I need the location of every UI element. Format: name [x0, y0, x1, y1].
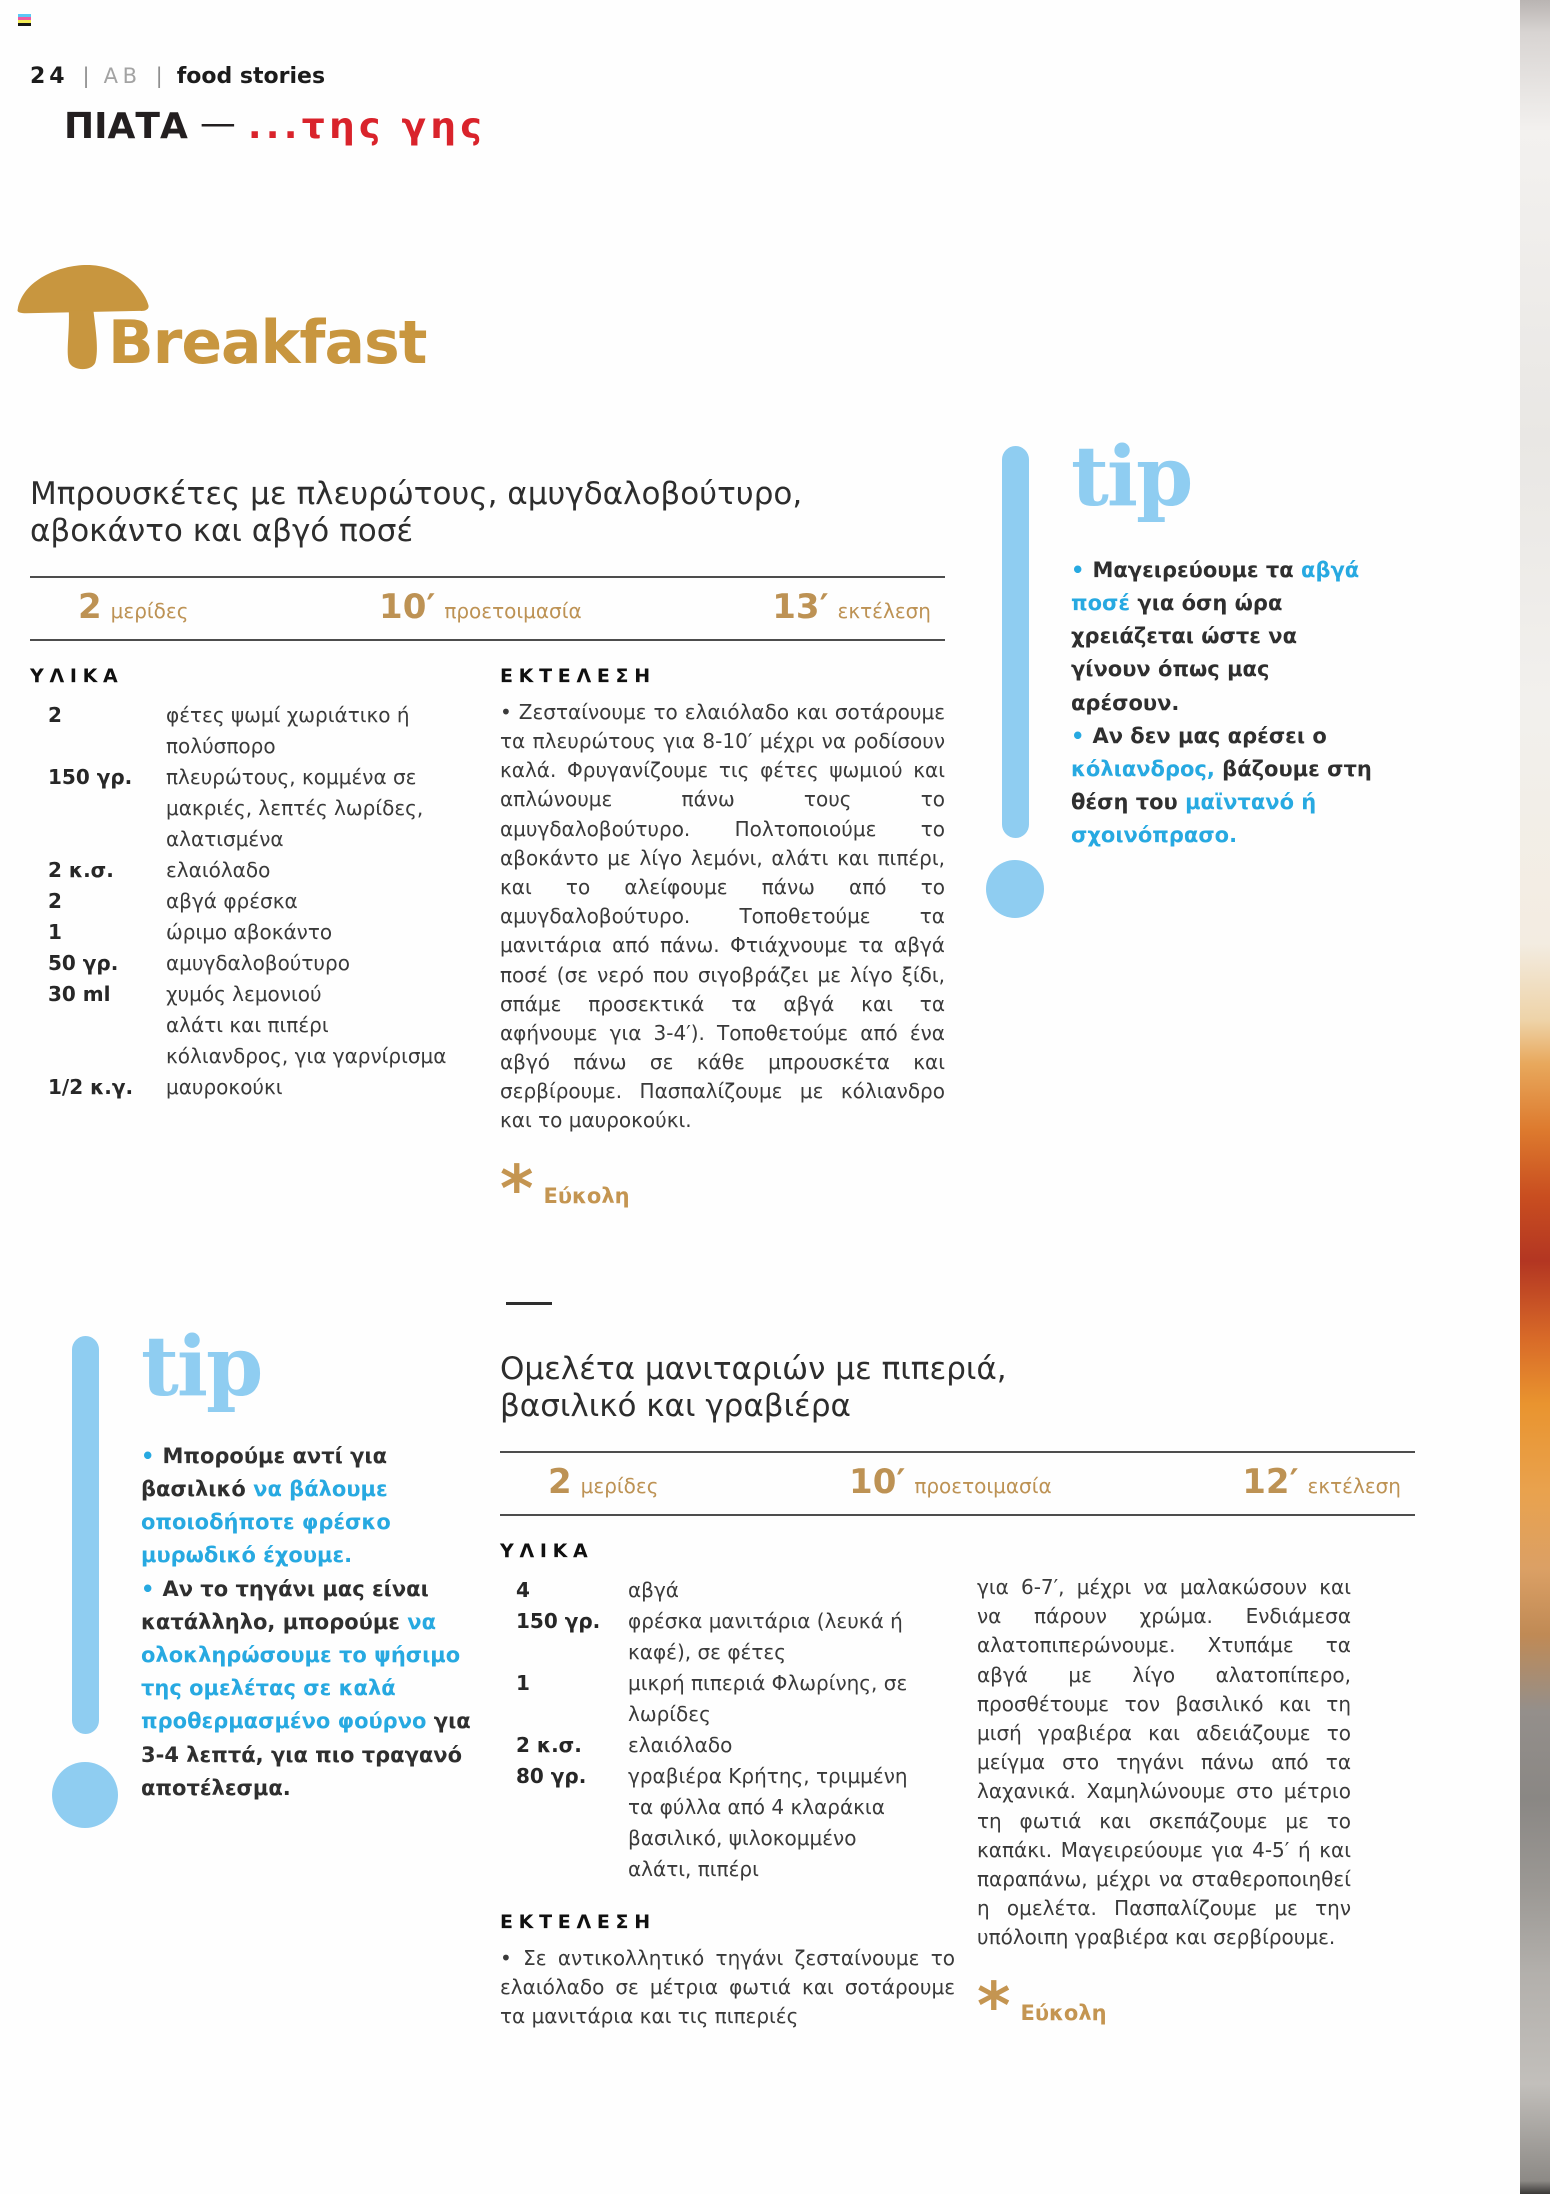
ingredient-quantity [48, 1041, 166, 1072]
ingredient-quantity: 50 γρ. [48, 950, 119, 975]
exclamation-dot [986, 860, 1044, 918]
category-dash: — [199, 103, 236, 144]
ingredient-quantity: 150 γρ. [48, 764, 133, 789]
tip-box-poached-eggs [985, 429, 1440, 918]
ingredient-quantity: 1/2 κ.γ. [48, 1074, 134, 1099]
ingredient-row [30, 886, 470, 917]
ingredient-name: αβγά φρέσκα [166, 888, 298, 913]
ingredient-row [500, 1792, 955, 1854]
ingredient-row [30, 1010, 470, 1041]
meta-item [548, 1462, 658, 1502]
ingredient-quantity: 2 [48, 702, 62, 727]
method-text: • Ζεσταίνουμε το ελαιόλαδο και σοτάρουμε τα πλευρώτους για 8-10′ μέχρι να ροδίσουν καλά. Φρυγανίζουμε τις φέτες ψωμιού και απλώνουμε πάνω τους το αμυγδαλοβούτυρο. Πολτοποιούμε το αβοκάντο με λίγο λεμόνι, αλάτι και πιπέρι, και το αλείφουμε πάνω από το αμυγδαλοβούτυρο. Τοποθετούμε τα μανιτάρια από πάνω. Φτιάχνουμε τα αβγά ποσέ (σε νερό που σιγοβράζει με λίγο ξίδι, σπάμε προσεκτικά τα αβγά και τα αφήνουμε για 3-4′). Τοποθετούμε από ένα αβγό πάνω σε κάθε μπρουσκέτα και σερβίρουμε. Πασπαλίζουμε με κόλιανδρο και το μαυροκούκι. [500, 699, 945, 1133]
meta-label: μερίδες [580, 1474, 659, 1499]
ingredient-quantity [516, 1854, 628, 1885]
ingredient-name: αμυγδαλοβούτυρο [166, 950, 350, 975]
page-number: 24 [30, 64, 69, 89]
tip-highlight: να βάλουμε οποιοδήποτε φρέσκο μυρωδικό έχουμε. [141, 1477, 391, 1568]
ingredient-name: αλάτι, πιπέρι [628, 1857, 759, 1882]
difficulty-label: Εύκολη [543, 1183, 630, 1208]
ingredient-row [500, 1854, 955, 1885]
tip-item [1071, 554, 1383, 720]
meta-value: 2 [548, 1462, 572, 1503]
ingredient-quantity: 2 [48, 888, 62, 913]
difficulty-badge [977, 1969, 1351, 2044]
method-column [500, 664, 945, 1227]
breakfast-logo [12, 256, 426, 380]
tip-title: tip [141, 1319, 262, 1415]
ingredient-row [500, 1606, 955, 1668]
ingredient-row [500, 1761, 955, 1792]
ingredient-name: τα φύλλα από 4 κλαράκια βασιλικό, ψιλοκομμένο [628, 1795, 885, 1851]
tip-highlight: να ολοκληρώσουμε το ψήσιμο της ομελέτας σε καλά προθερμασμένο φούρνο [141, 1609, 461, 1734]
ingredient-row [30, 917, 470, 948]
ingredient-row [30, 855, 470, 886]
recipe-title [500, 1351, 1415, 1425]
meta-label: εκτέλεση [837, 598, 931, 623]
ingredients-column [500, 1540, 955, 2052]
ingredient-row [30, 762, 470, 855]
recipe-columns [30, 664, 945, 1227]
ingredient-name: ώριμο αβοκάντο [166, 919, 333, 944]
category-heading [64, 103, 487, 147]
header-divider: | [155, 64, 163, 88]
facing-page-photo-bleed [1520, 0, 1550, 2194]
meta-value: 13′ [772, 586, 829, 627]
tip-plain-text: Μαγειρεύουμε τα [1092, 557, 1302, 582]
ingredient-name: φρέσκα μανιτάρια (λευκά ή καφέ), σε φέτες [628, 1609, 903, 1665]
meta-item [78, 587, 188, 627]
tip-content [1071, 429, 1383, 918]
exclamation-dot [52, 1762, 118, 1828]
ingredient-row [500, 1730, 955, 1761]
ingredient-name: αλάτι και πιπέρι [166, 1012, 329, 1037]
ingredient-row [30, 1072, 470, 1103]
print-registration-mark [18, 14, 31, 26]
page-header [30, 64, 325, 89]
recipe-meta-bar [30, 576, 945, 641]
ingredients-column [30, 665, 470, 1208]
meta-value: 10′ [849, 1462, 906, 1503]
ingredient-row [30, 948, 470, 979]
ingredient-quantity: 1 [516, 1671, 530, 1696]
meta-item [1242, 1462, 1401, 1502]
tip-plain-text: βάζουμε στη θέση του [1071, 756, 1372, 815]
ingredient-name: φέτες ψωμί χωριάτικο ή πολύσπορο [166, 702, 410, 758]
exclamation-mark-icon [55, 1336, 115, 1828]
ingredient-quantity: 1 [48, 919, 62, 944]
tip-content [141, 1319, 475, 1828]
tip-item [141, 1573, 475, 1805]
recipe-omelette [500, 1302, 1415, 2052]
tip-item [1071, 720, 1383, 853]
tip-title: tip [1071, 429, 1192, 525]
exclamation-bar [72, 1336, 99, 1734]
ingredient-quantity: 2 κ.σ. [48, 857, 114, 882]
tip-highlight: κόλιανδρος, [1071, 756, 1215, 781]
ingredient-quantity: 4 [516, 1578, 530, 1603]
breakfast-logo-text: Breakfast [108, 308, 427, 378]
ingredient-quantity: 30 ml [48, 981, 111, 1006]
ingredient-name: κόλιανδρος, για γαρνίρισμα [166, 1043, 447, 1068]
tip-box-omelette [55, 1319, 495, 1828]
method-column [977, 1540, 1351, 2052]
meta-item [849, 1462, 1052, 1502]
ingredients-list [30, 700, 470, 1103]
tip-plain-text: Μπορούμε αντί για βασιλικό [141, 1443, 388, 1502]
header-divider: | [82, 64, 90, 88]
recipe-meta-bar [500, 1451, 1415, 1516]
tip-highlight: μαϊντανό ή σχοινόπρασο. [1071, 790, 1317, 848]
recipe-title-line1: Ομελέτα μανιταριών με πιπεριά, [500, 1351, 1007, 1387]
tip-highlight: αβγά ποσέ [1071, 557, 1360, 616]
ingredient-row [30, 700, 470, 762]
meta-item [379, 587, 582, 627]
difficulty-label: Εύκολη [1020, 2000, 1107, 2025]
ingredients-heading: ΥΛΙΚΑ [30, 664, 124, 687]
method-heading: ΕΚΤΕΛΕΣΗ [500, 664, 656, 687]
meta-value: 2 [78, 586, 102, 627]
ingredient-row [500, 1668, 955, 1730]
category-subtitle: ...της γης [247, 106, 487, 147]
bullet-icon: • [141, 1576, 155, 1601]
tip-plain-text: για όση ώρα χρειάζεται ώστε να γίνουν όπως μας αρέσουν. [1071, 591, 1298, 715]
tip-plain-text: Αν δεν μας αρέσει ο [1092, 723, 1327, 748]
difficulty-badge [500, 1152, 945, 1227]
method-text-part2: για 6-7′, μέχρι να μαλακώσουν και να πάρουν χρώμα. Ενδιάμεσα αλατοπιπερώνουμε. Χτυπάμε τα αβγά με λίγο αλατοπίπερο, προσθέτουμε τον βασιλικό και τη μισή γραβιέρα και αδειάζουμε το μείγμα στο τηγάνι πάνω από τα λαχανικά. Χαμηλώνουμε στο μέτριο τη φωτιά και σκεπάζουμε με το καπάκι. Μαγειρεύουμε για 4-5′ ή και παραπάνω, μέχρι να σταθεροποιηθεί η ομελέτα. Πασπαλίζουμε με την υπόλοιπη γραβιέρα και σερβίρουμε. [977, 1575, 1351, 1950]
bullet-icon: • [1071, 723, 1085, 748]
tip-item-text [1071, 724, 1372, 848]
ingredient-name: ελαιόλαδο [628, 1733, 733, 1758]
ingredient-name: γραβιέρα Κρήτης, τριμμένη [628, 1764, 908, 1789]
meta-label: εκτέλεση [1307, 1474, 1401, 1499]
meta-value: 10′ [379, 586, 436, 627]
ingredient-quantity: 150 γρ. [516, 1609, 601, 1634]
ingredient-name: μαυροκούκι [166, 1074, 283, 1099]
method-text-part1: • Σε αντικολλητικό τηγάνι ζεσταίνουμε το ελαιόλαδο σε μέτρια φωτιά και σοτάρουμε τα μανιτάρια και τις πιπεριές [500, 1946, 955, 2029]
ingredient-name: αβγά [628, 1578, 679, 1603]
tip-items [141, 1440, 475, 1805]
tip-item-text [141, 1577, 471, 1800]
meta-label: προετοιμασία [444, 598, 582, 623]
recipe-title [30, 476, 945, 550]
tip-plain-text: για 3-4 λεπτά, για πιο τραγανό αποτέλεσμα. [141, 1709, 471, 1800]
ingredient-row [30, 1041, 470, 1072]
meta-label: μερίδες [110, 598, 189, 623]
ingredient-name: ελαιόλαδο [166, 857, 271, 882]
ingredient-row [30, 979, 470, 1010]
tip-plain-text: Αν το τηγάνι μας είναι κατάλληλο, μπορούμε [141, 1576, 429, 1634]
method-heading: ΕΚΤΕΛΕΣΗ [500, 1911, 656, 1934]
tip-items [1071, 554, 1383, 853]
ingredients-list [500, 1575, 955, 1885]
ingredient-quantity [48, 1010, 166, 1041]
ingredients-heading: ΥΛΙΚΑ [500, 1540, 594, 1563]
asterisk-icon: * [977, 1969, 1011, 2044]
exclamation-bar [1002, 446, 1029, 838]
exclamation-mark-icon [985, 446, 1045, 918]
asterisk-icon: * [500, 1152, 534, 1227]
tip-item-text [141, 1444, 391, 1568]
bullet-icon: • [1071, 557, 1085, 582]
section-label: food stories [176, 64, 326, 89]
meta-label: προετοιμασία [914, 1474, 1052, 1499]
bullet-icon: • [141, 1443, 155, 1468]
ingredient-quantity: 2 κ.σ. [516, 1733, 582, 1758]
ingredient-row [500, 1575, 955, 1606]
ingredient-name: μικρή πιπεριά Φλωρίνης, σε λωρίδες [628, 1671, 908, 1727]
ingredient-quantity: 80 γρ. [516, 1764, 587, 1789]
regmark-black-bar [18, 23, 31, 26]
recipe-title-line1: Μπρουσκέτες με πλευρώτους, αμυγδαλοβούτυρο, [30, 475, 803, 512]
tip-item-text [1071, 558, 1359, 715]
recipe-columns [500, 1540, 1415, 2052]
section-divider [506, 1302, 552, 1305]
category-title: ΠΙΑΤΑ [64, 106, 188, 147]
brand-label: AB [103, 64, 142, 88]
ingredient-name: πλευρώτους, κομμένα σε μακριές, λεπτές λωρίδες, αλατισμένα [166, 764, 424, 851]
ingredient-quantity [516, 1792, 628, 1854]
ingredient-name: χυμός λεμονιού [166, 981, 322, 1006]
meta-item [772, 587, 931, 627]
recipe-title-line2: βασιλικό και γραβιέρα [500, 1388, 851, 1425]
recipe-bruschetta [30, 450, 945, 1227]
recipe-title-line2: αβοκάντο και αβγό ποσέ [30, 512, 414, 549]
meta-value: 12′ [1242, 1462, 1299, 1503]
tip-item [141, 1440, 475, 1573]
